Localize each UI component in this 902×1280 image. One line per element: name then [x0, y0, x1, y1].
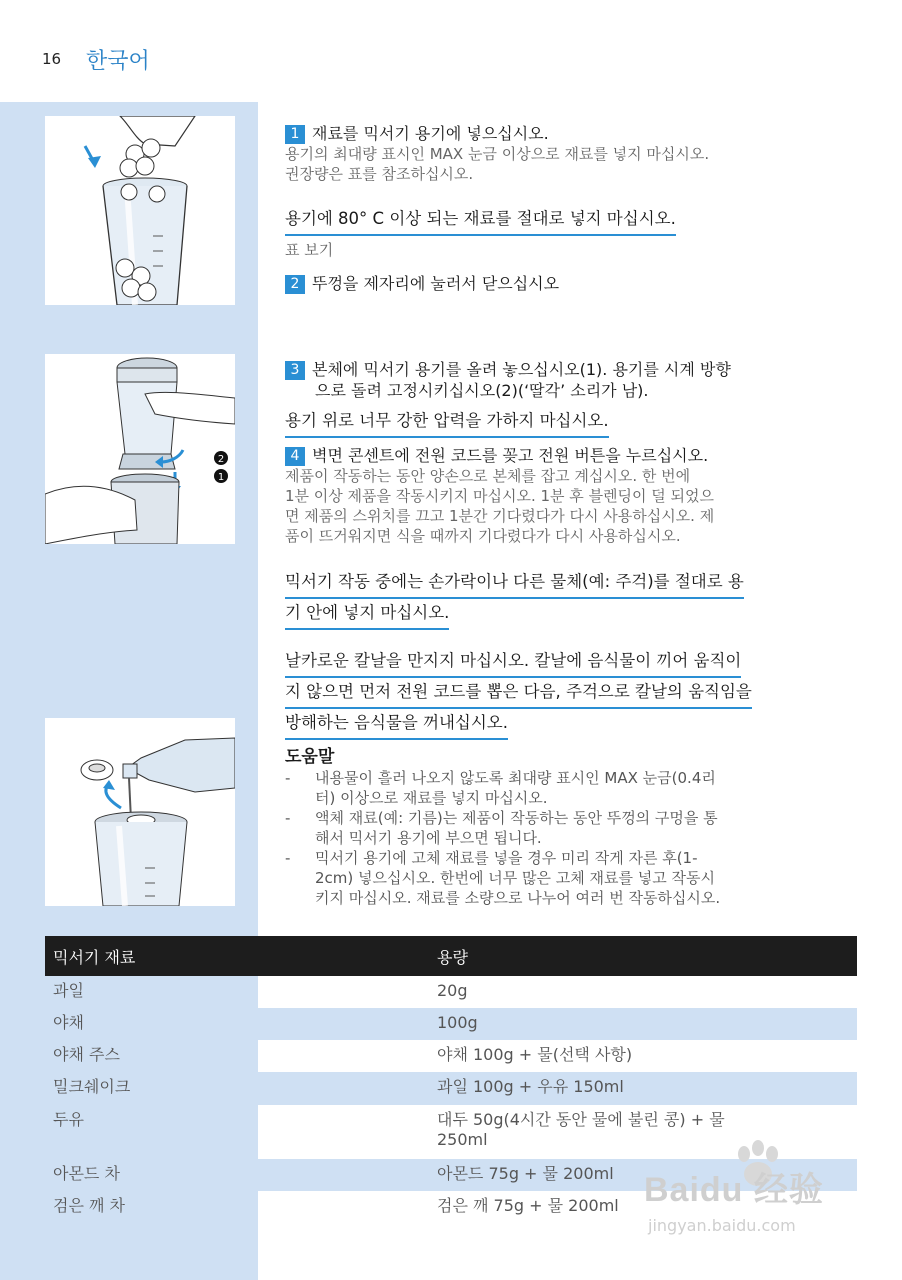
table-header-row — [45, 936, 857, 976]
step-3-line-1 — [285, 359, 860, 380]
language-title: 한국어 — [86, 49, 150, 74]
tip-1-line-1: 내용물이 흘러 나오지 않도록 최대량 표시인 MAX 눈금(0.4리 — [315, 769, 716, 787]
step-4-line — [285, 445, 860, 466]
step-4-detail-1: 제품이 작동하는 동안 양손으로 본체를 잡고 계십시오. 한 번에 — [285, 467, 691, 485]
step-1-warning-block — [285, 208, 860, 236]
figure-mount-jar — [45, 354, 235, 544]
tip-3-line-3: 키지 마십시오. 재료를 소량으로 나누어 여러 번 작동하십시오. — [315, 889, 721, 907]
step-4-warning-2-block — [285, 650, 860, 740]
down-arrow-icon — [88, 156, 101, 168]
step-3 — [285, 359, 860, 401]
bullet-dash: - — [285, 809, 291, 827]
cell-quantity: 검은 깨 75g + 물 200ml — [437, 1196, 619, 1215]
cell-ingredient: 검은 깨 차 — [53, 1196, 125, 1215]
step-1-title-line — [285, 123, 860, 144]
marker-2: 2 — [217, 454, 225, 465]
step-2-title: 뚜껑을 제자리에 눌러서 닫으십시오 — [312, 274, 560, 293]
step-4-warning-2-line-2: 지 않으면 먼저 전원 코드를 뽑은 다음, 주걱으로 칼날의 움직임을 — [285, 681, 752, 709]
tip-item — [285, 808, 860, 848]
table-row — [45, 1072, 857, 1105]
bullet-dash: - — [285, 849, 291, 867]
step-4-warning-2-line-1: 날카로운 칼날을 만지지 마십시오. 칼날에 음식물이 끼어 움직이 — [285, 650, 741, 678]
tips-title: 도움말 — [285, 747, 335, 767]
cell-quantity-line-1: 대두 50g(4시간 동안 물에 불린 콩) + 물 — [437, 1110, 725, 1129]
step-4-warning-1-line-1: 믹서기 작동 중에는 손가락이나 다른 물체(예: 주걱)를 절대로 용 — [285, 571, 744, 599]
step-1-warning: 용기에 80° C 이상 되는 재료를 절대로 넣지 마십시오. — [285, 208, 676, 236]
pour-liquid-illustration — [45, 718, 235, 906]
table-row — [45, 1040, 857, 1072]
cell-ingredient: 야채 — [53, 1013, 84, 1032]
step-number-badge: 4 — [285, 447, 305, 466]
cell-quantity: 아몬드 75g + 물 200ml — [437, 1164, 614, 1183]
tip-2-line-2: 해서 믹서기 용기에 부으면 됩니다. — [315, 829, 542, 847]
step-1 — [285, 123, 860, 184]
step-3-title-2: 으로 돌려 고정시키십시오(2)(‘딸각’ 소리가 남). — [315, 381, 649, 400]
marker-1: 1 — [217, 472, 225, 483]
cell-ingredient: 밀크쉐이크 — [53, 1077, 131, 1096]
step-3-warning: 용기 위로 너무 강한 압력을 가하지 마십시오. — [285, 410, 609, 438]
fill-jar-illustration — [45, 116, 235, 305]
step-4-warning-2-line-3: 방해하는 음식물을 꺼내십시오. — [285, 712, 508, 740]
figure-fill-jar — [45, 116, 235, 305]
table-row — [45, 1008, 857, 1040]
step-3-title-1: 본체에 믹서기 용기를 올려 놓으십시오(1). 용기를 시계 방향 — [312, 360, 731, 379]
step-4-detail-4: 품이 뜨거워지면 식을 때까지 기다렸다가 다시 사용하십시오. — [285, 527, 681, 545]
step-2 — [285, 273, 860, 294]
step-3-warning-block — [285, 410, 860, 438]
tip-item — [285, 768, 860, 808]
cell-ingredient: 야채 주스 — [53, 1045, 120, 1064]
baidu-watermark — [642, 1140, 892, 1250]
cell-quantity: 100g — [437, 1013, 478, 1032]
step-4 — [285, 445, 860, 546]
figure-pour-liquid — [45, 718, 235, 906]
tip-2-line-1: 액체 재료(예: 기름)는 제품이 작동하는 동안 뚜껑의 구멍을 통 — [315, 809, 718, 827]
cell-quantity: 20g — [437, 981, 468, 1000]
step-number-badge: 1 — [285, 125, 305, 144]
cell-quantity-line-2: 250ml — [437, 1130, 488, 1149]
cell-quantity: 야채 100g + 물(선택 사항) — [437, 1045, 633, 1064]
step-4-warning-1-block — [285, 571, 860, 630]
step-4-detail-2: 1분 이상 제품을 작동시키지 마십시오. 1분 후 블렌딩이 덜 되었으 — [285, 487, 715, 505]
step-1-detail-2: 권장량은 표를 참조하십시오. — [285, 165, 474, 183]
step-number-badge: 3 — [285, 361, 305, 380]
tip-item — [285, 848, 860, 908]
step-1-title: 재료를 믹서기 용기에 넣으십시오. — [312, 124, 549, 143]
bullet-dash: - — [285, 769, 291, 787]
cell-quantity: 과일 100g + 우유 150ml — [437, 1077, 624, 1096]
header-ingredient: 믹서기 재료 — [53, 947, 136, 967]
tip-3-line-1: 믹서기 용기에 고체 재료를 넣을 경우 미리 작게 자른 후(1- — [315, 849, 698, 867]
step-number-badge: 2 — [285, 275, 305, 294]
tip-1-line-2: 터) 이상으로 재료를 넣지 마십시오. — [315, 789, 548, 807]
step-1-detail-1: 용기의 최대량 표시인 MAX 눈금 이상으로 재료를 넣지 마십시오. — [285, 145, 710, 163]
cell-ingredient: 아몬드 차 — [53, 1164, 120, 1183]
tip-3-line-2: 2cm) 넣으십시오. 한번에 너무 많은 고체 재료를 넣고 작동시 — [315, 869, 715, 887]
see-table-note: 표 보기 — [285, 241, 334, 259]
table-row — [45, 976, 857, 1008]
header-quantity: 용량 — [437, 947, 468, 967]
watermark-brand: Baidu 经验 — [644, 1171, 824, 1209]
watermark-url: jingyan.baidu.com — [648, 1216, 796, 1235]
mount-jar-illustration — [45, 354, 235, 544]
step-4-warning-1-line-2: 기 안에 넣지 마십시오. — [285, 602, 449, 630]
cell-ingredient: 두유 — [53, 1110, 84, 1129]
page-number: 16 — [42, 50, 62, 68]
step-4-title: 벽면 콘센트에 전원 코드를 꽂고 전원 버튼을 누르십시오. — [312, 446, 709, 465]
tips-section — [285, 746, 860, 908]
cell-ingredient: 과일 — [53, 981, 84, 1000]
step-4-detail-3: 면 제품의 스위치를 끄고 1분간 기다렸다가 다시 사용하십시오. 제 — [285, 507, 715, 525]
